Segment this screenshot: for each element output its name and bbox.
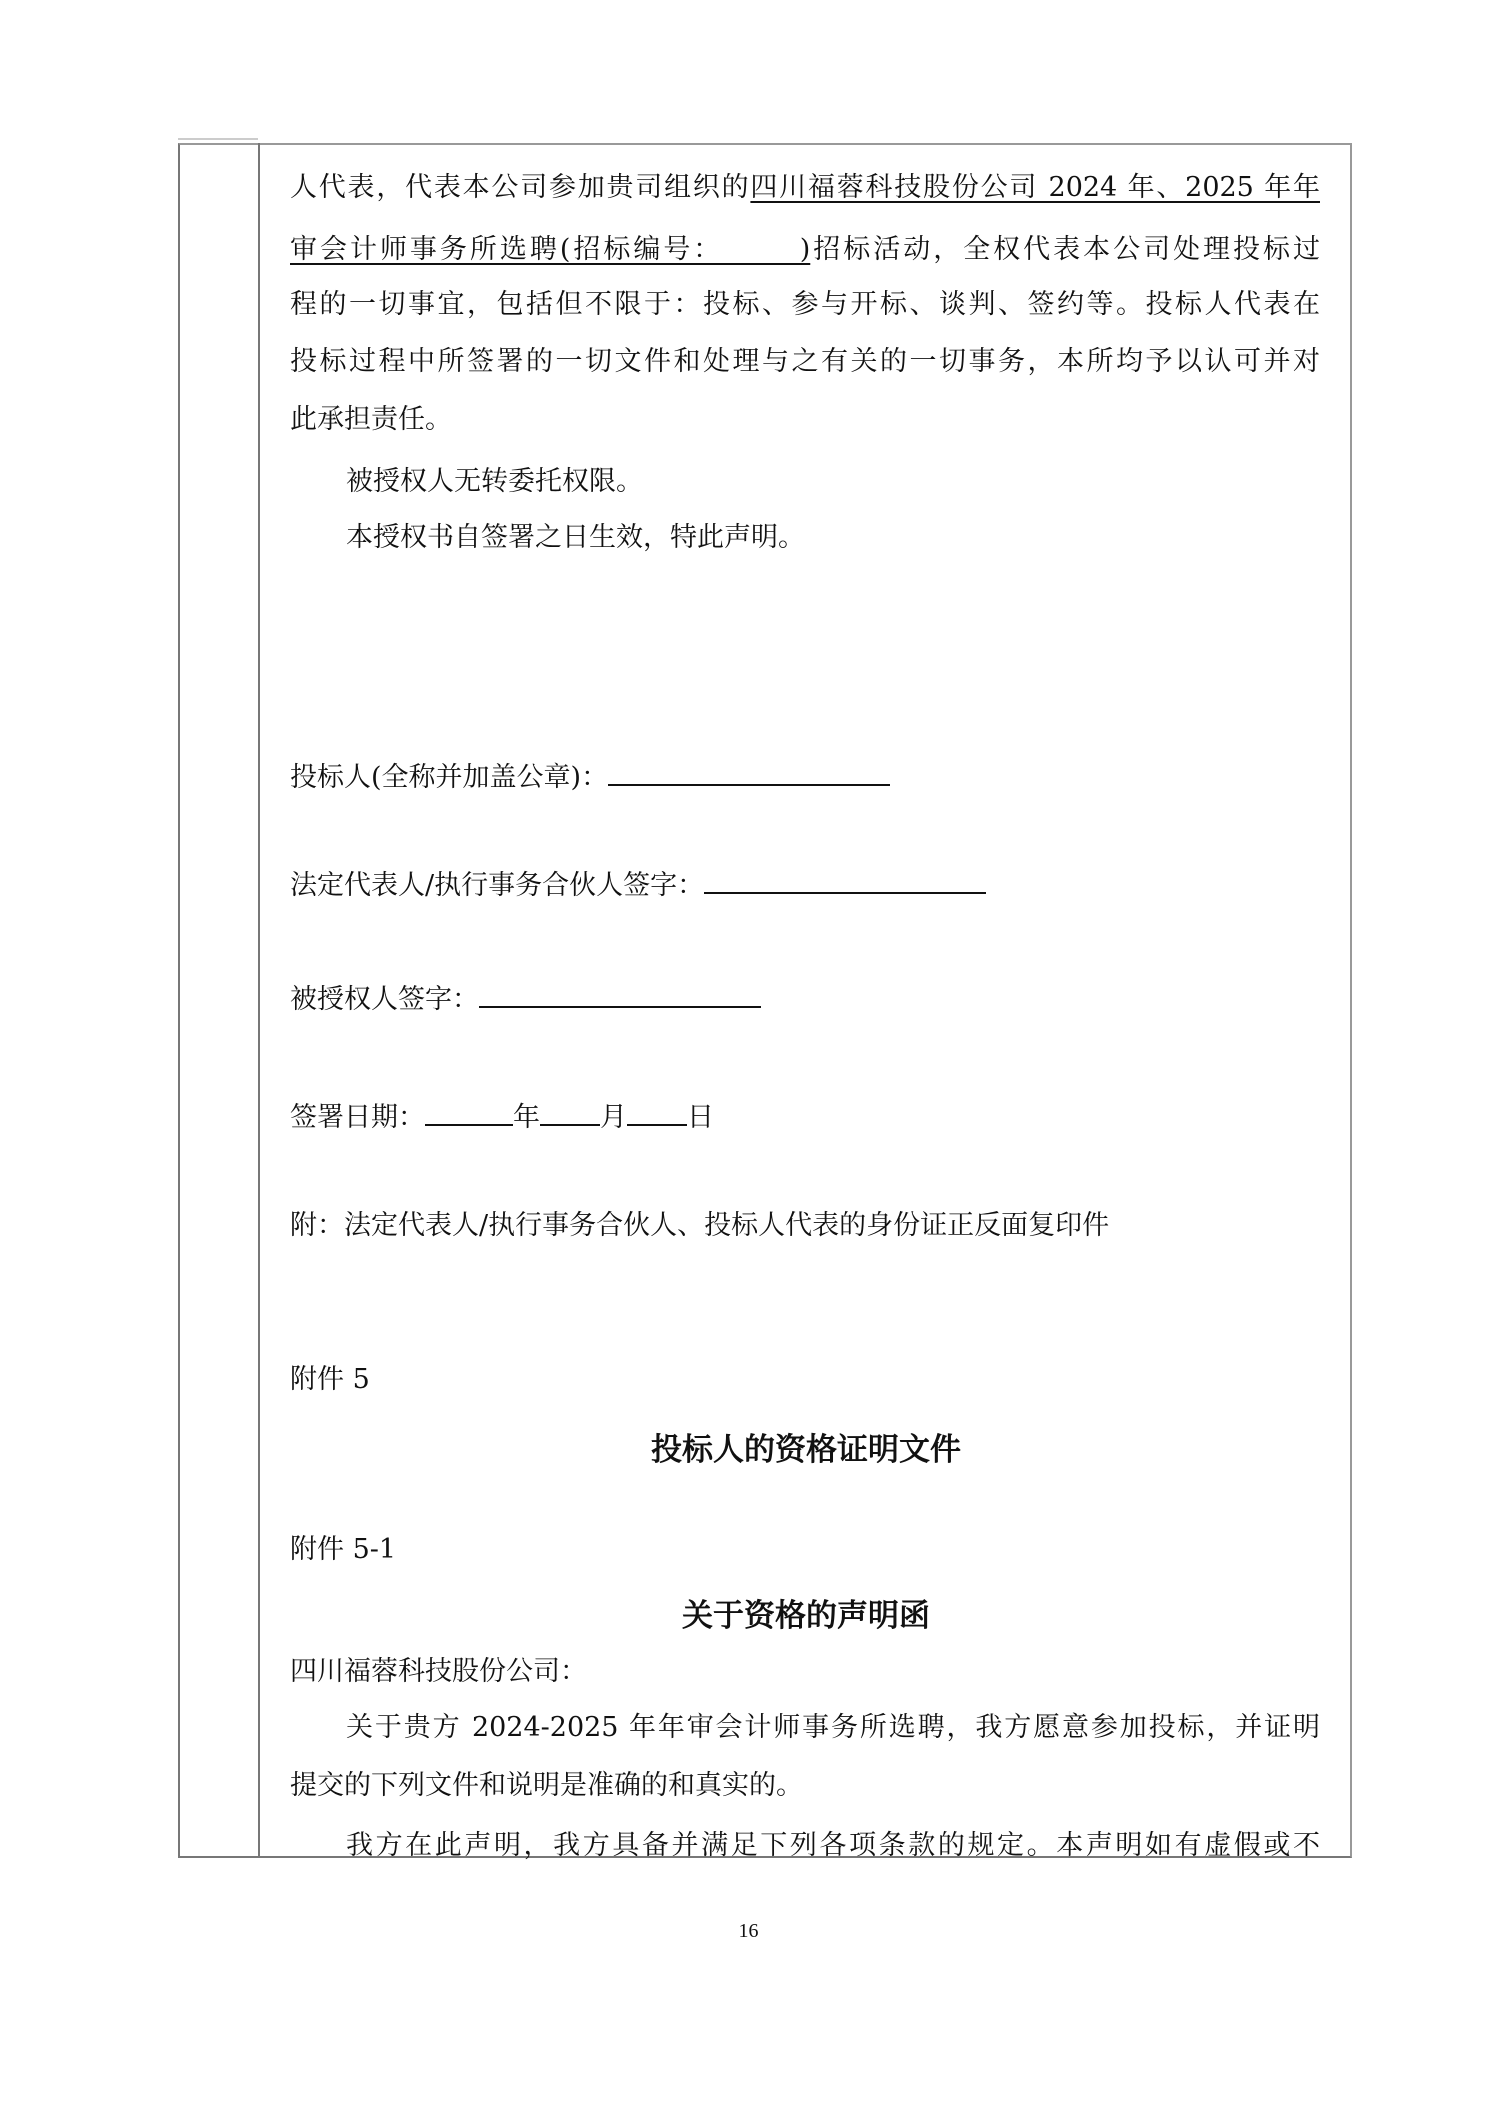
effective-statement: 本授权书自签署之日生效，特此声明。	[346, 522, 805, 553]
page-number: 16	[738, 1920, 759, 1942]
bidder-signature-row	[290, 756, 890, 798]
authorization-line-2-text: 招标活动，全权代表本公司处理投标过	[810, 234, 1320, 265]
date-label: 签署日期：	[290, 1102, 425, 1133]
authorization-line-1-text: 人代表，代表本公司参加贵司组织的	[290, 172, 751, 203]
annex-5-title: 投标人的资格证明文件	[651, 1432, 961, 1468]
legal-rep-signature-row	[290, 864, 986, 906]
authorized-signature-row	[290, 978, 761, 1020]
no-delegation-statement: 被授权人无转委托权限。	[346, 466, 643, 497]
bidder-blank	[608, 756, 890, 786]
month-label: 月	[600, 1102, 627, 1133]
addressee: 四川福蓉科技股份公司：	[290, 1656, 587, 1687]
year-label: 年	[513, 1102, 540, 1133]
authorization-line-5: 此承担责任。	[290, 404, 452, 435]
legal-rep-blank	[704, 864, 986, 894]
tender-number-underlined: 审会计师事务所选聘(招标编号： )	[290, 234, 811, 265]
day-label: 日	[687, 1102, 714, 1133]
month-blank	[540, 1096, 600, 1126]
authorized-blank	[479, 978, 761, 1008]
attachment-note: 附：法定代表人/执行事务合伙人、投标人代表的身份证正反面复印件	[290, 1210, 1110, 1241]
authorized-label: 被授权人签字：	[290, 984, 479, 1015]
year-blank	[425, 1096, 513, 1126]
project-name-underlined: 四川福蓉科技股份公司 2024 年、2025 年年	[750, 172, 1320, 203]
day-blank	[627, 1096, 687, 1126]
declaration-para-1-line-2: 提交的下列文件和说明是准确的和真实的。	[290, 1770, 803, 1801]
annex-5-1-title: 关于资格的声明函	[682, 1598, 930, 1634]
authorization-line-2	[290, 230, 1320, 270]
bidder-label: 投标人(全称并加盖公章)：	[290, 762, 609, 793]
signing-date-row	[290, 1096, 714, 1138]
declaration-para-2-line-1: 我方在此声明，我方具备并满足下列各项条款的规定。本声明如有虚假或不	[346, 1830, 1320, 1861]
legal-rep-label: 法定代表人/执行事务合伙人签字：	[290, 870, 705, 901]
annex-5-1-label: 附件 5-1	[290, 1534, 397, 1565]
authorization-line-3: 程的一切事宜，包括但不限于：投标、参与开标、谈判、签约等。投标人代表在	[290, 289, 1320, 320]
annex-5-label: 附件 5	[290, 1364, 370, 1395]
authorization-line-4: 投标过程中所签署的一切文件和处理与之有关的一切事务，本所均予以认可并对	[290, 346, 1320, 377]
authorization-line-1	[290, 168, 1320, 208]
declaration-para-1-line-1: 关于贵方 2024-2025 年年审会计师事务所选聘，我方愿意参加投标，并证明	[346, 1712, 1320, 1743]
